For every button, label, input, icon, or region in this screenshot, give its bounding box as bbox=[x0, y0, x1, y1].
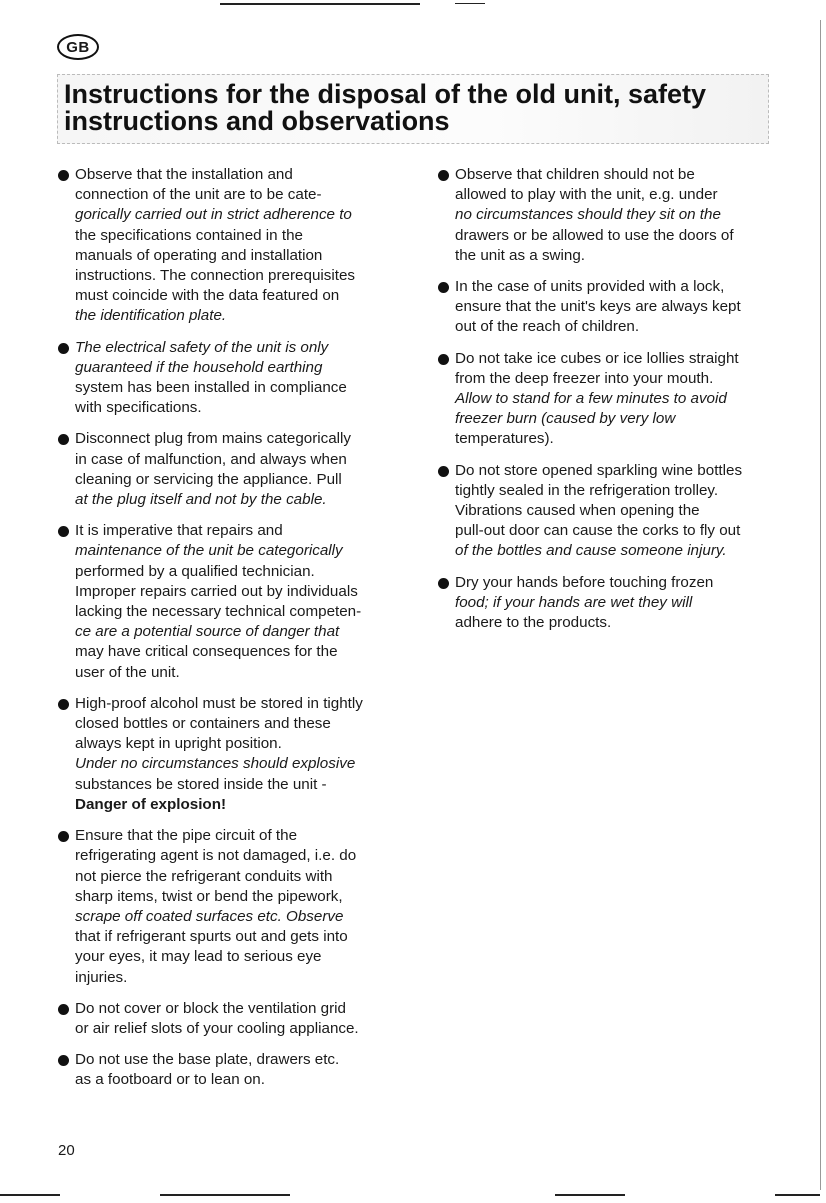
instruction-item bbox=[58, 521, 398, 683]
instruction-line: Danger of explosion! bbox=[75, 795, 227, 813]
instruction-line: High-proof alcohol must be stored in tightly bbox=[75, 694, 363, 712]
instruction-line: adhere to the products. bbox=[455, 614, 612, 632]
instruction-item bbox=[58, 429, 398, 510]
instruction-line: in case of malfunction, and always when bbox=[75, 450, 347, 468]
top-scan-line-2 bbox=[455, 3, 485, 4]
instruction-line: scrape off coated surfaces etc. Observe bbox=[75, 907, 344, 925]
instruction-line: user of the unit. bbox=[75, 663, 180, 681]
instruction-line: gorically carried out in strict adherence to bbox=[75, 206, 352, 224]
instruction-line: injuries. bbox=[75, 968, 128, 986]
instruction-line: at the plug itself and not by the cable. bbox=[75, 491, 327, 509]
bottom-scan-line bbox=[0, 1194, 60, 1196]
instruction-item bbox=[58, 338, 398, 419]
page-title-line-2: instructions and observations bbox=[64, 106, 450, 136]
bottom-scan-line-2 bbox=[160, 1194, 290, 1196]
instruction-line: instructions. The connection prerequisites bbox=[75, 267, 355, 285]
instruction-line: connection of the unit are to be cate- bbox=[75, 186, 322, 204]
instruction-line: Vibrations caused when opening the bbox=[455, 502, 700, 520]
instruction-item bbox=[58, 165, 398, 327]
instruction-line: food; if your hands are wet they will bbox=[455, 593, 693, 611]
instruction-line: must coincide with the data featured on bbox=[75, 287, 340, 305]
bullet-icon bbox=[58, 170, 69, 181]
right-edge-line bbox=[820, 20, 821, 1190]
instruction-line: performed by a qualified technician. bbox=[75, 562, 315, 580]
instruction-line: ensure that the unit's keys are always kept bbox=[455, 298, 741, 316]
instruction-line: always kept in upright position. bbox=[75, 735, 282, 753]
instruction-line: the specifications contained in the bbox=[75, 226, 303, 244]
instruction-line: Dry your hands before touching frozen bbox=[455, 573, 714, 591]
instruction-line: lacking the necessary technical competen- bbox=[75, 603, 362, 621]
instruction-line: or air relief slots of your cooling appliance. bbox=[75, 1019, 359, 1037]
right-column bbox=[438, 165, 784, 644]
instruction-item bbox=[438, 573, 784, 634]
instruction-line: out of the reach of children. bbox=[455, 318, 640, 336]
instruction-item bbox=[58, 694, 398, 815]
instruction-line: The electrical safety of the unit is only bbox=[75, 338, 329, 356]
instruction-item bbox=[438, 349, 784, 450]
country-badge-label: GB bbox=[66, 38, 90, 56]
instruction-line: cleaning or servicing the appliance. Pull bbox=[75, 470, 342, 488]
instruction-line: Improper repairs carried out by individuals bbox=[75, 582, 358, 600]
bullet-icon bbox=[58, 831, 69, 842]
instruction-line: the identification plate. bbox=[75, 307, 227, 325]
instruction-item bbox=[438, 165, 784, 266]
instruction-line: Do not store opened sparkling wine bottles bbox=[455, 461, 743, 479]
instruction-line: Ensure that the pipe circuit of the bbox=[75, 827, 298, 845]
instruction-line: as a footboard or to lean on. bbox=[75, 1071, 265, 1089]
instruction-line: refrigerating agent is not damaged, i.e. do bbox=[75, 847, 357, 865]
instruction-line: closed bottles or containers and these bbox=[75, 715, 331, 733]
bullet-icon bbox=[58, 1004, 69, 1015]
left-column bbox=[58, 165, 398, 1102]
instruction-item bbox=[438, 277, 784, 338]
instruction-line: drawers or be allowed to use the doors of bbox=[455, 226, 734, 244]
instruction-line: In the case of units provided with a lock, bbox=[455, 278, 725, 296]
instruction-item bbox=[58, 999, 398, 1039]
instruction-line: Do not cover or block the ventilation grid bbox=[75, 999, 346, 1017]
instruction-line: manuals of operating and installation bbox=[75, 246, 323, 264]
instruction-line: ce are a potential source of danger that bbox=[75, 623, 340, 641]
instruction-line: sharp items, twist or bend the pipework, bbox=[75, 887, 343, 905]
instruction-line: pull-out door can cause the corks to fly out bbox=[455, 522, 741, 540]
instruction-line: tightly sealed in the refrigeration trolley. bbox=[455, 481, 719, 499]
instruction-line: that if refrigerant spurts out and gets into bbox=[75, 928, 348, 946]
bullet-icon bbox=[438, 578, 449, 589]
instruction-line: Under no circumstances should explosive bbox=[75, 755, 356, 773]
bottom-scan-line-3 bbox=[555, 1194, 625, 1196]
instruction-line: the unit as a swing. bbox=[455, 246, 586, 264]
bullet-icon bbox=[438, 282, 449, 293]
instruction-line: It is imperative that repairs and bbox=[75, 522, 283, 540]
instruction-line: no circumstances should they sit on the bbox=[455, 206, 721, 224]
bullet-icon bbox=[58, 526, 69, 537]
bullet-icon bbox=[58, 343, 69, 354]
instruction-line: Observe that the installation and bbox=[75, 166, 293, 183]
bullet-icon bbox=[438, 170, 449, 181]
instruction-line: Do not use the base plate, drawers etc. bbox=[75, 1051, 340, 1069]
country-badge bbox=[57, 34, 99, 60]
instruction-item bbox=[58, 1050, 398, 1090]
instruction-line: Observe that children should not be bbox=[455, 166, 695, 183]
instruction-item bbox=[438, 461, 784, 562]
instruction-line: with specifications. bbox=[75, 399, 202, 417]
instruction-line: Allow to stand for a few minutes to avoid bbox=[455, 390, 727, 408]
instruction-line: may have critical consequences for the bbox=[75, 643, 338, 661]
instruction-line: not pierce the refrigerant conduits with bbox=[75, 867, 333, 885]
instruction-item bbox=[58, 826, 398, 988]
instruction-line: Disconnect plug from mains categorically bbox=[75, 430, 352, 448]
instruction-line: substances be stored inside the unit - bbox=[75, 775, 327, 793]
bullet-icon bbox=[58, 699, 69, 710]
instruction-line: temperatures). bbox=[455, 430, 554, 448]
bullet-icon bbox=[438, 466, 449, 477]
instruction-line: system has been installed in compliance bbox=[75, 379, 347, 397]
bullet-icon bbox=[58, 434, 69, 445]
instruction-line: of the bottles and cause someone injury. bbox=[455, 542, 727, 560]
instruction-line: allowed to play with the unit, e.g. under bbox=[455, 186, 718, 204]
page-number: 20 bbox=[58, 1142, 75, 1159]
instruction-line: from the deep freezer into your mouth. bbox=[455, 369, 714, 387]
bullet-icon bbox=[58, 1055, 69, 1066]
instruction-line: guaranteed if the household earthing bbox=[75, 358, 323, 376]
instruction-line: maintenance of the unit be categorically bbox=[75, 542, 343, 560]
top-scan-line bbox=[220, 3, 420, 5]
bottom-scan-line-4 bbox=[775, 1194, 820, 1196]
instruction-line: Do not take ice cubes or ice lollies straight bbox=[455, 349, 739, 367]
bullet-icon bbox=[438, 354, 449, 365]
instruction-line: your eyes, it may lead to serious eye bbox=[75, 948, 322, 966]
page-title-line-1: Instructions for the disposal of the old unit, safety bbox=[64, 79, 707, 109]
instruction-line: freezer burn (caused by very low bbox=[455, 410, 676, 428]
